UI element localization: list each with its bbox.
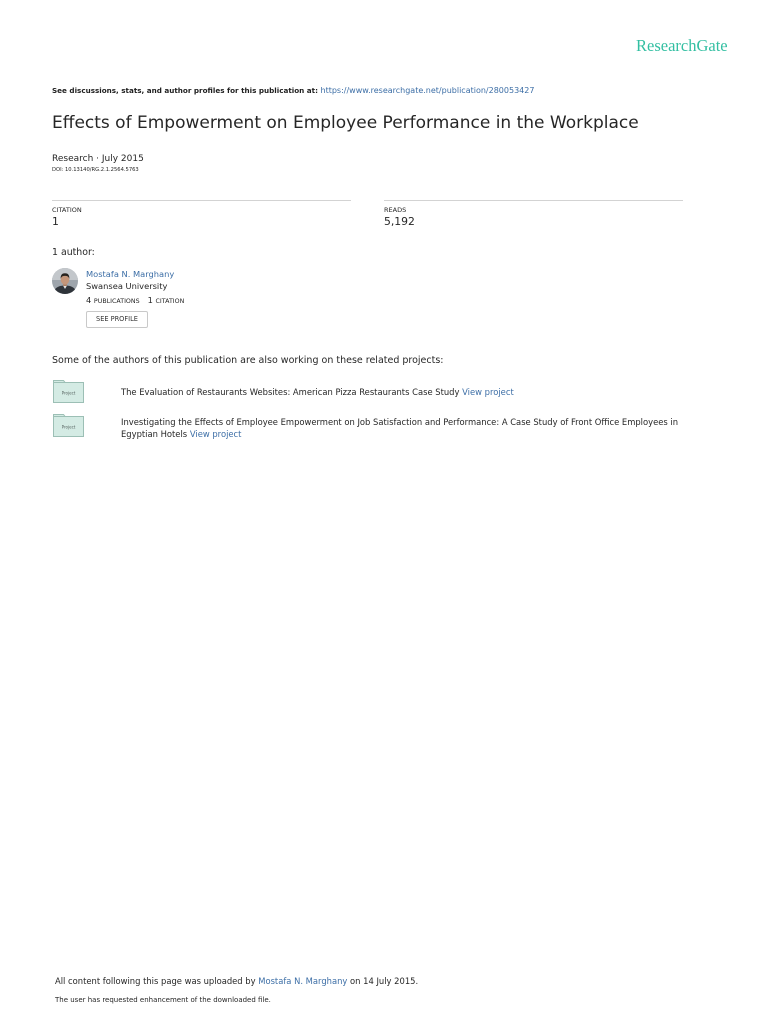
publication-title: Effects of Empowerment on Employee Performance in the Workplace: [52, 113, 639, 133]
upload-notice-prefix: All content following this page was uploaded by: [55, 976, 256, 986]
discussion-prefix: See discussions, stats, and author profiles for this publication at:: [52, 86, 318, 95]
author-affiliation: Swansea University: [86, 281, 168, 291]
publications-count: 4: [86, 295, 92, 305]
upload-notice: [55, 976, 418, 987]
view-project-link[interactable]: View project: [189, 429, 242, 439]
publication-url-link[interactable]: https://www.researchgate.net/publication/280053427: [320, 86, 535, 95]
folder-label: Project: [61, 424, 76, 430]
citations-value: 1: [52, 215, 59, 228]
folder-label: Project: [61, 390, 76, 396]
author-citations-count: 1: [147, 295, 153, 305]
project-folder-link[interactable]: [53, 414, 84, 437]
author-avatar[interactable]: [52, 268, 78, 294]
related-projects-heading: Some of the authors of this publication are also working on these related projects:: [52, 355, 444, 366]
author-name-link[interactable]: Mostafa N. Marghany: [86, 269, 175, 279]
reads-value: 5,192: [384, 215, 415, 228]
view-project-link[interactable]: View project: [462, 387, 514, 397]
project-title: Investigating the Effects of Employee Empowerment on Job Satisfaction and Performance: A Case Study of Front Office Employees in Egyptian Hotels: [121, 417, 679, 439]
stats-divider-left: [52, 200, 351, 201]
person-portrait-icon: [52, 268, 78, 294]
reads-label: READS: [384, 206, 407, 214]
upload-date: on 14 July 2015.: [350, 976, 419, 986]
enhancement-note: The user has requested enhancement of the downloaded file.: [55, 996, 271, 1004]
project-folder-icon: [53, 380, 84, 403]
researchgate-logo[interactable]: ResearchGate: [636, 36, 728, 55]
see-profile-button[interactable]: SEE PROFILE: [86, 311, 148, 328]
author-citations-label: CITATION: [155, 298, 185, 305]
stats-divider-right: [384, 200, 683, 201]
publication-doi: DOI: 10.13140/RG.2.1.2564.5763: [52, 167, 139, 173]
publication-type-date: Research · July 2015: [52, 154, 144, 164]
discussion-line: [52, 86, 534, 96]
citations-label: CITATION: [52, 206, 82, 214]
project-folder-icon: [53, 414, 84, 437]
project-title: The Evaluation of Restaurants Websites: American Pizza Restaurants Case Study: [121, 387, 460, 397]
publications-label: PUBLICATIONS: [93, 298, 140, 305]
authors-heading: 1 author:: [52, 247, 95, 258]
uploader-link[interactable]: Mostafa N. Marghany: [258, 976, 348, 986]
project-item: [121, 386, 514, 398]
author-stats: [86, 295, 184, 307]
project-item: [121, 416, 693, 440]
project-folder-link[interactable]: [53, 380, 84, 403]
